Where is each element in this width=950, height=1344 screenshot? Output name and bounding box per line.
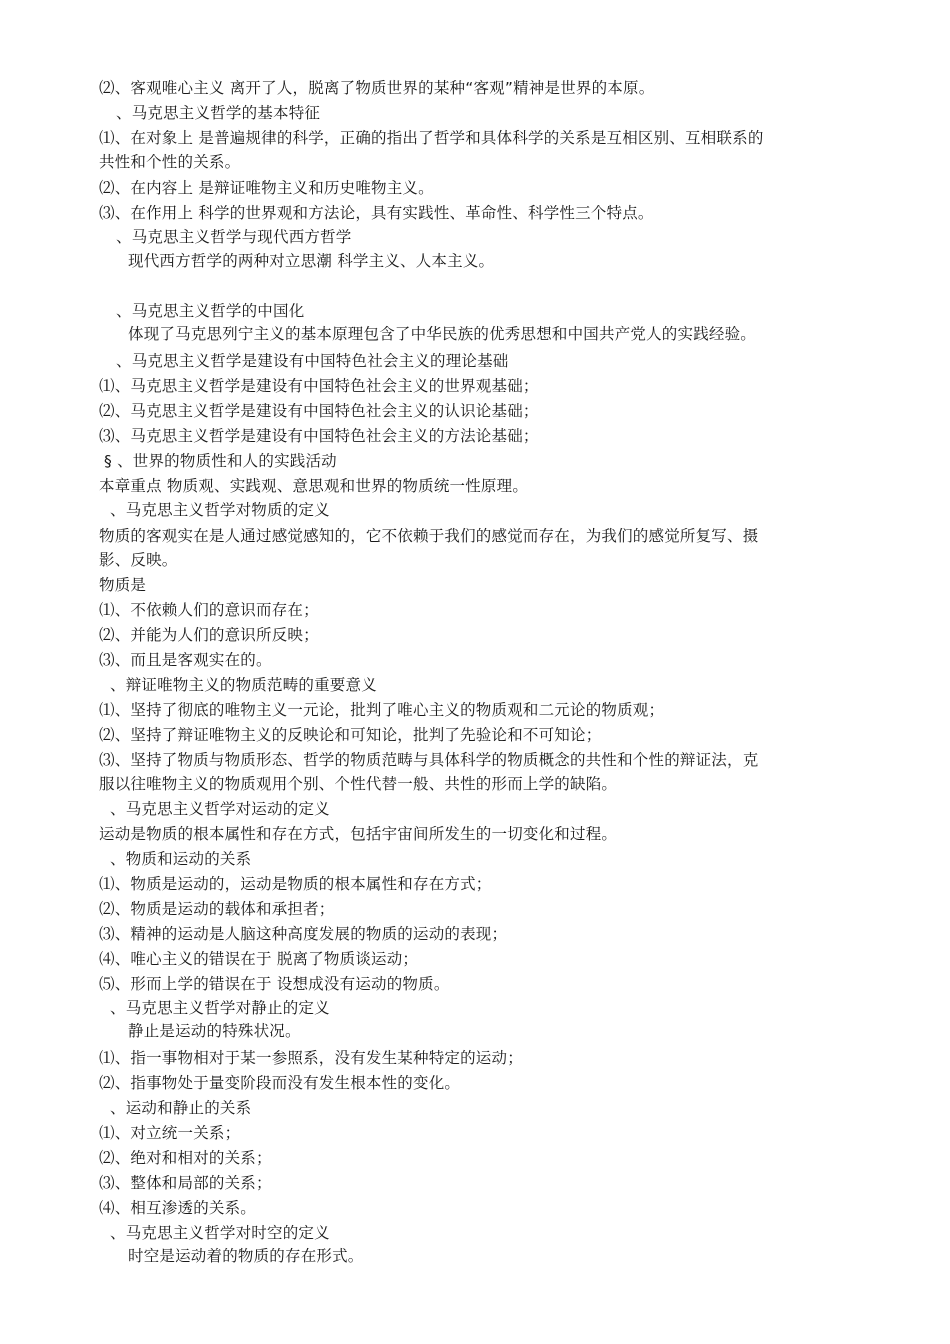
text-line: 共性和个性的关系。 <box>99 153 241 171</box>
section-heading: 、马克思主义哲学对时空的定义 <box>110 1224 330 1242</box>
section-heading: 、马克思主义哲学对运动的定义 <box>110 800 330 818</box>
text-line: 体现了马克思列宁主义的基本原理包含了中华民族的优秀思想和中国共产党人的实践经验。 <box>128 325 757 343</box>
text-line: ⑶、坚持了物质与物质形态、哲学的物质范畴与具体科学的物质概念的共性和个性的辩证法，克 <box>99 751 759 769</box>
text-line: ⑴、不依赖人们的意识而存在； <box>99 601 319 619</box>
section-heading: 、马克思主义哲学的中国化 <box>116 302 305 320</box>
section-heading: 、马克思主义哲学对物质的定义 <box>110 501 330 519</box>
section-heading: 、马克思主义哲学对静止的定义 <box>110 999 330 1017</box>
chapter-heading: § 、世界的物质性和人的实践活动 <box>104 452 337 470</box>
text-line: ⑵、物质是运动的载体和承担者； <box>99 900 335 918</box>
section-heading: 、马克思主义哲学的基本特征 <box>116 104 321 122</box>
text-line: 本章重点 物质观、实践观、意思观和世界的物质统一性原理。 <box>99 477 529 495</box>
text-line: ⑴、在对象上 是普遍规律的科学，正确的指出了哲学和具体科学的关系是互相区别、互相联系的 <box>99 129 764 147</box>
text-line: 影、反映。 <box>99 551 178 569</box>
text-line: ⑴、对立统一关系； <box>99 1124 241 1142</box>
text-line: ⑶、精神的运动是人脑这种高度发展的物质的运动的表现； <box>99 925 508 943</box>
text-line: ⑷、相互渗透的关系。 <box>99 1199 257 1217</box>
section-heading: 、马克思主义哲学与现代西方哲学 <box>116 228 352 246</box>
text-line: 服以往唯物主义的物质观用个别、个性代替一般、共性的形而上学的缺陷。 <box>99 775 618 793</box>
text-line: ⑵、客观唯心主义 离开了人，脱离了物质世界的某种“客观”精神是世界的本原。 <box>99 79 655 97</box>
text-line: ⑴、马克思主义哲学是建设有中国特色社会主义的世界观基础； <box>99 377 539 395</box>
text-line: ⑴、坚持了彻底的唯物主义一元论，批判了唯心主义的物质观和二元论的物质观； <box>99 701 665 719</box>
text-line: ⑵、并能为人们的意识所反映； <box>99 626 319 644</box>
text-line: ⑵、坚持了辩证唯物主义的反映论和可知论，批判了先验论和不可知论； <box>99 726 602 744</box>
section-heading: 、物质和运动的关系 <box>110 850 252 868</box>
text-line: ⑵、马克思主义哲学是建设有中国特色社会主义的认识论基础； <box>99 402 539 420</box>
text-line: 物质是 <box>99 576 147 594</box>
text-line: ⑵、指事物处于量变阶段而没有发生根本性的变化。 <box>99 1074 461 1092</box>
section-heading: 、马克思主义哲学是建设有中国特色社会主义的理论基础 <box>116 352 509 370</box>
text-line: ⑴、物质是运动的，运动是物质的根本属性和存在方式； <box>99 875 492 893</box>
text-line: 静止是运动的特殊状况。 <box>128 1022 301 1040</box>
text-line: ⑶、而且是客观实在的。 <box>99 651 272 669</box>
text-line: ⑵、绝对和相对的关系； <box>99 1149 272 1167</box>
text-line: ⑶、整体和局部的关系； <box>99 1174 272 1192</box>
text-line: ⑵、在内容上 是辩证唯物主义和历史唯物主义。 <box>99 179 434 197</box>
text-line: ⑶、在作用上 科学的世界观和方法论，具有实践性、革命性、科学性三个特点。 <box>99 204 654 222</box>
text-line: 时空是运动着的物质的存在形式。 <box>128 1247 364 1265</box>
section-heading: 、辩证唯物主义的物质范畴的重要意义 <box>110 676 377 694</box>
text-line: 运动是物质的根本属性和存在方式，包括宇宙间所发生的一切变化和过程。 <box>99 825 618 843</box>
text-line: ⑴、指一事物相对于某一参照系，没有发生某种特定的运动； <box>99 1049 523 1067</box>
text-line: 物质的客观实在是人通过感觉感知的，它不依赖于我们的感觉而存在，为我们的感觉所复写、摄 <box>99 527 759 545</box>
section-heading: 、运动和静止的关系 <box>110 1099 252 1117</box>
text-line: ⑷、唯心主义的错误在于 脱离了物质谈运动； <box>99 950 419 968</box>
text-line: 现代西方哲学的两种对立思潮 科学主义、人本主义。 <box>128 252 495 270</box>
text-line: ⑸、形而上学的错误在于 设想成没有运动的物质。 <box>99 975 450 993</box>
text-line: ⑶、马克思主义哲学是建设有中国特色社会主义的方法论基础； <box>99 427 539 445</box>
